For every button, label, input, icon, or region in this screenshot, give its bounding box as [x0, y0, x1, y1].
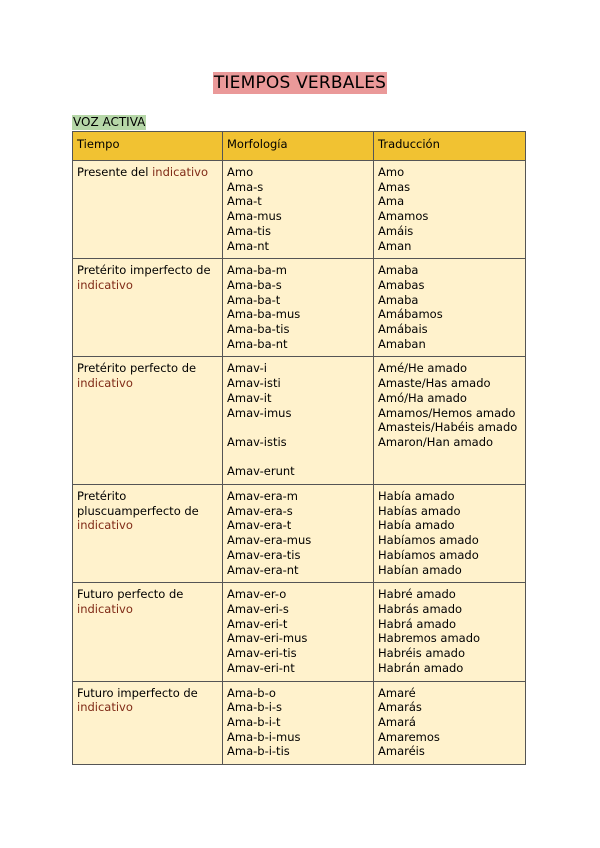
section-label: VOZ ACTIVA [73, 115, 146, 129]
translation-item: Amasteis/Habéis amado [378, 420, 518, 435]
morph-item: Amav-eri-s [227, 601, 289, 616]
morph-item [227, 420, 369, 435]
table-row [73, 485, 526, 583]
translation-item: Habrás amado [378, 601, 463, 616]
translation-item: Habíamos amado [378, 533, 479, 548]
header-traduccion: Traducción [374, 132, 526, 161]
table-row [73, 259, 526, 357]
translation-item: Amamos [378, 209, 429, 224]
morph-item: Amav-eri-mus [227, 631, 308, 646]
translation-item: Amará [378, 714, 416, 729]
header-morfologia: Morfología [223, 132, 374, 161]
morph-item: Amav-er-o [227, 587, 287, 602]
translation-cell [374, 681, 526, 765]
translation-item: Habrá amado [378, 616, 457, 631]
tense-prefix: Pretérito pluscuamperfecto de [77, 489, 199, 518]
table-row [73, 161, 526, 259]
morph-item: Ama-mus [227, 209, 282, 224]
translation-item: Habréis amado [378, 646, 466, 661]
morph-item: Amav-erunt [227, 464, 295, 479]
tense-highlight: indicativo [77, 277, 133, 292]
morph-item: Amav-i [227, 361, 267, 376]
tense-prefix: Pretérito perfecto de [77, 361, 197, 376]
page-title: TIEMPOS VERBALES [213, 73, 387, 93]
morph-item: Amav-isti [227, 376, 281, 391]
translation-item: Amaréis [378, 744, 425, 759]
translation-item: Amo [378, 165, 405, 179]
morph-item: Amav-era-t [227, 518, 292, 533]
tense-highlight: indicativo [77, 601, 133, 616]
translation-item: Amaban [378, 336, 426, 351]
morph-item: Ama-b-i-s [227, 700, 283, 715]
tense-cell [73, 681, 223, 765]
translation-item: Amaremos [378, 729, 440, 744]
translation-item: Amaron/Han amado [378, 434, 494, 449]
translation-item: Amabas [378, 277, 425, 292]
translation-cell [374, 259, 526, 357]
morph-item: Ama-s [227, 179, 264, 194]
translation-cell [374, 357, 526, 485]
tense-highlight: indicativo [77, 376, 133, 391]
morph-item: Ama-ba-tis [227, 322, 290, 337]
morph-item: Amav-eri-t [227, 616, 288, 631]
morph-item: Amav-era-nt [227, 562, 299, 577]
morph-item: Ama-b-i-mus [227, 729, 301, 744]
translation-item: Habían amado [378, 562, 462, 577]
translation-item: Amarás [378, 700, 422, 715]
morph-item [227, 450, 369, 465]
table-row [73, 357, 526, 485]
morph-item: Amav-istis [227, 434, 287, 449]
table-row [73, 583, 526, 681]
tense-highlight: indicativo [77, 700, 133, 715]
tense-prefix: Pretérito imperfecto de [77, 263, 211, 278]
morph-item: Ama-ba-m [227, 263, 287, 278]
translation-item: Ama [378, 194, 405, 209]
morph-item: Ama-b-o [227, 685, 276, 700]
tense-highlight: indicativo [152, 165, 209, 179]
morph-item: Amo [227, 165, 254, 179]
translation-cell [374, 485, 526, 583]
morph-item: Amav-eri-tis [227, 646, 297, 661]
morph-item: Ama-ba-s [227, 277, 282, 292]
morph-item: Ama-nt [227, 238, 270, 253]
table-row [73, 681, 526, 765]
translation-item: Habré amado [378, 587, 456, 602]
translation-item: Amábais [378, 322, 428, 337]
morph-item: Amav-it [227, 390, 272, 405]
translation-item: Amaste/Has amado [378, 376, 491, 391]
morph-item: Ama-ba-nt [227, 336, 288, 351]
morph-item: Amav-imus [227, 405, 292, 420]
translation-item: Amamos/Hemos amado [378, 405, 516, 420]
tense-cell [73, 583, 223, 681]
translation-item: Había amado [378, 518, 455, 533]
morph-item: Amav-era-tis [227, 547, 301, 562]
tense-prefix: Futuro perfecto de [77, 587, 184, 602]
tense-cell [73, 357, 223, 485]
morph-cell [223, 681, 374, 765]
translation-item: Amaba [378, 292, 419, 307]
tense-prefix: Futuro imperfecto de [77, 685, 198, 700]
tense-highlight: indicativo [77, 518, 133, 533]
morph-cell [223, 583, 374, 681]
morph-cell [223, 485, 374, 583]
translation-item: Amé/He amado [378, 361, 468, 376]
morph-item: Ama-t [227, 194, 262, 209]
morph-item: Ama-b-i-t [227, 714, 281, 729]
morph-item: Ama-b-i-tis [227, 744, 290, 759]
tense-cell [73, 485, 223, 583]
translation-item: Amas [378, 179, 411, 194]
translation-item: Amáis [378, 223, 414, 238]
title-container [0, 72, 600, 94]
tense-cell [73, 161, 223, 259]
translation-item: Habías amado [378, 503, 461, 518]
morph-cell [223, 259, 374, 357]
morph-item: Ama-tis [227, 223, 271, 238]
translation-cell [374, 583, 526, 681]
tense-cell [73, 259, 223, 357]
verb-tense-table [72, 131, 526, 765]
morph-item: Amav-eri-nt [227, 660, 295, 675]
morph-cell [223, 161, 374, 259]
translation-item: Amábamos [378, 307, 443, 322]
morph-item: Amav-era-mus [227, 533, 312, 548]
translation-item: Aman [378, 238, 412, 253]
morph-item: Amav-era-s [227, 503, 293, 518]
translation-item: Habíamos amado [378, 547, 479, 562]
morph-item: Ama-ba-t [227, 292, 281, 307]
morph-item: Amav-era-m [227, 489, 298, 504]
translation-item: Amaba [378, 263, 419, 278]
translation-item: Habrán amado [378, 660, 464, 675]
morph-item: Ama-ba-mus [227, 307, 301, 322]
table-header-row [73, 132, 526, 161]
translation-item: Habremos amado [378, 631, 481, 646]
translation-item: Amaré [378, 685, 416, 700]
tense-prefix: Presente del [77, 165, 153, 179]
header-tiempo: Tiempo [73, 132, 223, 161]
morph-cell [223, 357, 374, 485]
translation-item: Amó/Ha amado [378, 390, 467, 405]
translation-item: Había amado [378, 489, 455, 504]
translation-cell [374, 161, 526, 259]
